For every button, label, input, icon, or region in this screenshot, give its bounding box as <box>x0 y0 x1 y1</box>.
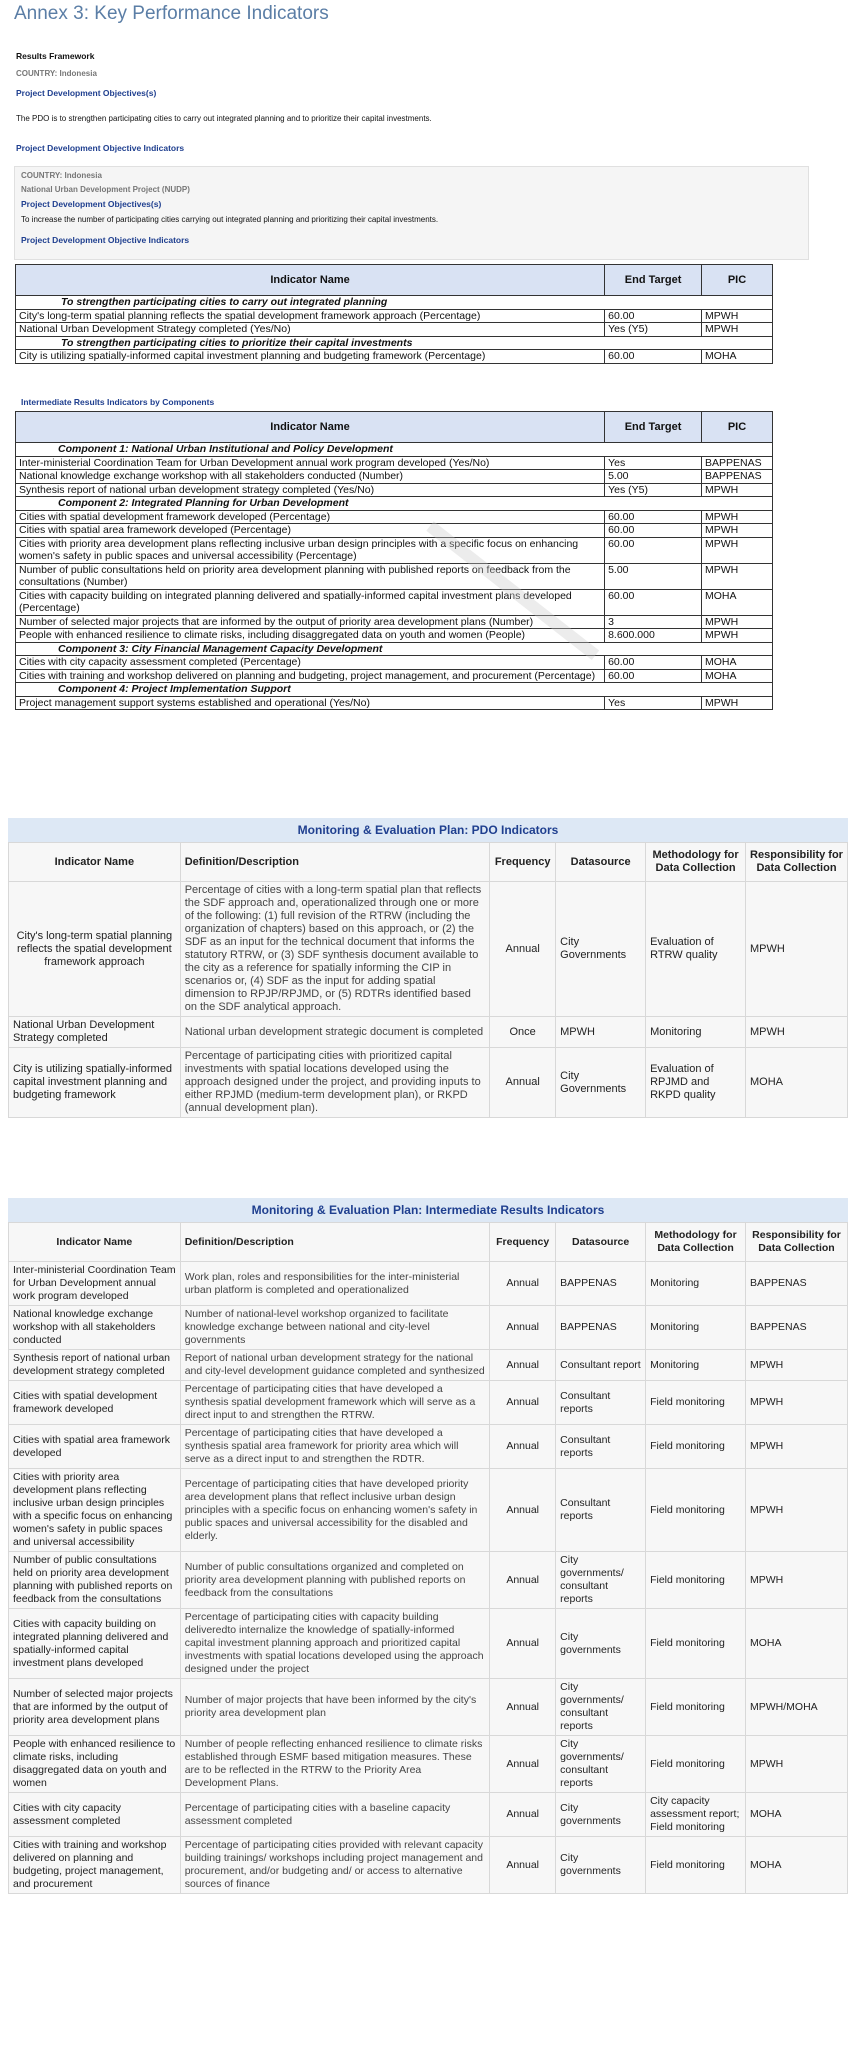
me-definition: Percentage of participating cities that have developed a synthesis spatial area framework for priority area which will serve as a direct input to and strengthen the RDTR. <box>180 1425 489 1469</box>
me-frequency: Annual <box>490 1793 556 1837</box>
me-datasource: Consultant reports <box>556 1469 646 1552</box>
me-responsibility: MOHA <box>746 1837 848 1894</box>
indicator-row <box>16 537 773 563</box>
me-pdo-table <box>8 842 848 1118</box>
me-responsibility: MPWH <box>746 1469 848 1552</box>
results-framework-label: Results Framework <box>16 51 95 61</box>
me-row <box>9 1048 848 1118</box>
me-responsibility: MPWH <box>746 1017 848 1048</box>
me-col-frequency: Frequency <box>490 1223 556 1262</box>
pic: MPWH <box>702 563 773 589</box>
inset-country: COUNTRY: Indonesia <box>21 171 102 180</box>
pic: MPWH <box>702 323 773 337</box>
me-row <box>9 1837 848 1894</box>
me-responsibility: MPWH/MOHA <box>746 1679 848 1736</box>
section-row <box>16 443 773 457</box>
pdo-text: The PDO is to strengthen participating cities to carry out integrated planning and to prioritize their capital investments. <box>16 114 432 123</box>
col-end-target: End Target <box>605 265 702 296</box>
me-methodology: Field monitoring <box>646 1609 746 1679</box>
pic: BAPPENAS <box>702 456 773 470</box>
me-row <box>9 1552 848 1609</box>
me-indicator-name: National Urban Development Strategy completed <box>9 1017 181 1048</box>
me-definition: Number of national-level workshop organized to facilitate knowledge exchange between national and city-level governments <box>180 1306 489 1350</box>
me-row <box>9 1425 848 1469</box>
me-definition: Work plan, roles and responsibilities for the inter-ministerial urban platform is completed and operationalized <box>180 1262 489 1306</box>
me-definition: Number of people reflecting enhanced resilience to climate risks established through ESMF based mitigation measures. These are to be reflected in the RTRW to the Priority Area Development Plans. <box>180 1736 489 1793</box>
me-row <box>9 1262 848 1306</box>
indicator-name: Inter-ministerial Coordination Team for Urban Development annual work program developed (Yes/No) <box>16 456 605 470</box>
indicator-name: Synthesis report of national urban development strategy completed (Yes/No) <box>16 483 605 497</box>
me-col-datasource: Datasource <box>556 1223 646 1262</box>
me-indicator-name: Cities with priority area development plans reflecting inclusive urban design principles with a specific focus on enhancing women's safety in public spaces and universal accessibility <box>9 1469 181 1552</box>
indicator-name: Project management support systems established and operational (Yes/No) <box>16 696 605 710</box>
me-methodology: Field monitoring <box>646 1679 746 1736</box>
pic: MPWH <box>702 696 773 710</box>
me-datasource: BAPPENAS <box>556 1306 646 1350</box>
me-indicator-name: Number of public consultations held on priority area development planning with published reports on feedback from the consultations <box>9 1552 181 1609</box>
me-frequency: Annual <box>490 1425 556 1469</box>
annex-title: Annex 3: Key Performance Indicators <box>14 3 329 24</box>
me-datasource: Consultant reports <box>556 1381 646 1425</box>
me-datasource: MPWH <box>556 1017 646 1048</box>
end-target: Yes (Y5) <box>605 323 702 337</box>
me-indicator-name: Cities with training and workshop delivered on planning and budgeting, project management, and procurement <box>9 1837 181 1894</box>
end-target: 60.00 <box>605 510 702 524</box>
pic: MPWH <box>702 615 773 629</box>
me-col-methodology: Methodology for Data Collection <box>646 843 746 882</box>
me-indicator-name: Number of selected major projects that are informed by the output of priority area development plans <box>9 1679 181 1736</box>
me-indicator-name: City is utilizing spatially-informed capital investment planning and budgeting framework <box>9 1048 181 1118</box>
pic: BAPPENAS <box>702 470 773 484</box>
indicator-row <box>16 309 773 323</box>
me-row <box>9 1306 848 1350</box>
indicator-name: City's long-term spatial planning reflects the spatial development framework approach (Percentage) <box>16 309 605 323</box>
col-pic: PIC <box>702 265 773 296</box>
me-responsibility: MOHA <box>746 1609 848 1679</box>
pdo-heading: Project Development Objectives(s) <box>16 88 157 98</box>
indicator-name: City is utilizing spatially-informed capital investment planning and budgeting framework (Percentage) <box>16 350 605 364</box>
me-methodology: Monitoring <box>646 1017 746 1048</box>
me-responsibility: MPWH <box>746 1350 848 1381</box>
me-frequency: Annual <box>490 1609 556 1679</box>
me-col-definition: Definition/Description <box>180 843 489 882</box>
me-responsibility: MPWH <box>746 1425 848 1469</box>
me-methodology: Evaluation of RPJMD and RKPD quality <box>646 1048 746 1118</box>
me-methodology: City capacity assessment report; Field monitoring <box>646 1793 746 1837</box>
section-row <box>16 642 773 656</box>
me-definition: Percentage of cities with a long-term spatial plan that reflects the SDF approach and, operationalized through one or more of the following: (1) full revision of the RTRW (including the organization of chapters) based on this approach, or (2) the SDF as an input for the technical document that informs the statutory RTRW, or (3) SDF synthesis document available to the city as a reference for spatially informing the CIP in scenarios or, (4) SDF as the input for adding spatial dimension to RPJP/RPJMD, or (5) RDTRs identified based on the SDF analytical approach. <box>180 882 489 1017</box>
col-pic: PIC <box>702 412 773 443</box>
me-row <box>9 1381 848 1425</box>
indicator-row <box>16 470 773 484</box>
me-row <box>9 1469 848 1552</box>
me-definition: Percentage of participating cities that have developed priority area development plans that reflect inclusive urban design principles with a specific focus on enhancing women's safety in public spaces and universal accessibility for the disabled and elderly. <box>180 1469 489 1552</box>
me-responsibility: MPWH <box>746 882 848 1017</box>
me-methodology: Field monitoring <box>646 1736 746 1793</box>
me-row <box>9 1793 848 1837</box>
section-row <box>16 336 773 350</box>
me-col-indicator: Indicator Name <box>9 843 181 882</box>
me-definition: Number of major projects that have been informed by the city's priority area development plan <box>180 1679 489 1736</box>
me-row <box>9 1350 848 1381</box>
col-indicator-name: Indicator Name <box>16 412 605 443</box>
me-methodology: Field monitoring <box>646 1469 746 1552</box>
me-methodology: Field monitoring <box>646 1381 746 1425</box>
indicator-name: Cities with city capacity assessment completed (Percentage) <box>16 656 605 670</box>
me-datasource: Consultant reports <box>556 1425 646 1469</box>
end-target: 60.00 <box>605 524 702 538</box>
indicator-name: Cities with capacity building on integrated planning delivered and spatially-informed capital investment plans developed (Percentage) <box>16 589 605 615</box>
indicator-row <box>16 510 773 524</box>
me-frequency: Annual <box>490 1306 556 1350</box>
indicator-name: National knowledge exchange workshop with all stakeholders conducted (Number) <box>16 470 605 484</box>
me-frequency: Annual <box>490 1679 556 1736</box>
inset-pdo-text: To increase the number of participating cities carrying out integrated planning and prioritizing their capital investments. <box>21 215 439 224</box>
indicator-row <box>16 615 773 629</box>
me-row <box>9 882 848 1017</box>
me-definition: Percentage of participating cities with prioritized capital investments with spatial locations developed using the approach designed under the project, and providing inputs to either RPJMD (medium-term development plan), or RKPD (annual development plan). <box>180 1048 489 1118</box>
me-datasource: City governments <box>556 1793 646 1837</box>
col-end-target: End Target <box>605 412 702 443</box>
end-target: 60.00 <box>605 669 702 683</box>
section-heading: Component 2: Integrated Planning for Urban Development <box>16 497 773 511</box>
me-responsibility: BAPPENAS <box>746 1306 848 1350</box>
me-responsibility: MPWH <box>746 1736 848 1793</box>
me-indicator-name: Cities with spatial development framework developed <box>9 1381 181 1425</box>
me-responsibility: MPWH <box>746 1552 848 1609</box>
pic: MPWH <box>702 629 773 643</box>
section-row <box>16 497 773 511</box>
me-indicator-name: Inter-ministerial Coordination Team for Urban Development annual work program developed <box>9 1262 181 1306</box>
me-datasource: City governments/ consultant reports <box>556 1736 646 1793</box>
end-target: 5.00 <box>605 470 702 484</box>
section-heading: To strengthen participating cities to prioritize their capital investments <box>16 336 773 350</box>
inset-pdo-heading: Project Development Objectives(s) <box>21 199 162 209</box>
pic: MOHA <box>702 589 773 615</box>
indicator-name: Cities with training and workshop delivered on planning and budgeting, project management, and procurement (Percentage) <box>16 669 605 683</box>
me-frequency: Annual <box>490 1736 556 1793</box>
section-heading: Component 3: City Financial Management Capacity Development <box>16 642 773 656</box>
me-ir-title: Monitoring & Evaluation Plan: Intermediate Results Indicators <box>8 1198 848 1222</box>
indicator-name: Number of public consultations held on priority area development planning with published reports on feedback from the consultations (Number) <box>16 563 605 589</box>
me-methodology: Monitoring <box>646 1262 746 1306</box>
me-indicator-name: Cities with capacity building on integrated planning delivered and spatially-informed capital investment plans developed <box>9 1609 181 1679</box>
indicator-row <box>16 524 773 538</box>
end-target: 60.00 <box>605 589 702 615</box>
me-responsibility: MOHA <box>746 1048 848 1118</box>
me-definition: National urban development strategic document is completed <box>180 1017 489 1048</box>
me-col-indicator: Indicator Name <box>9 1223 181 1262</box>
me-row <box>9 1679 848 1736</box>
pdo-indicators-heading: Project Development Objective Indicators <box>16 143 185 153</box>
me-definition: Percentage of participating cities provided with relevant capacity building trainings/ workshops including project management and procurement, and/or budgeting and/ or access to alternative sources of finance <box>180 1837 489 1894</box>
me-methodology: Field monitoring <box>646 1552 746 1609</box>
me-methodology: Evaluation of RTRW quality <box>646 882 746 1017</box>
pic: MPWH <box>702 309 773 323</box>
me-datasource: BAPPENAS <box>556 1262 646 1306</box>
inset-indicators-heading: Project Development Objective Indicators <box>21 235 190 245</box>
me-row <box>9 1017 848 1048</box>
end-target: 8.600.000 <box>605 629 702 643</box>
end-target: 60.00 <box>605 309 702 323</box>
me-col-methodology: Methodology for Data Collection <box>646 1223 746 1262</box>
me-definition: Report of national urban development strategy for the national and city-level development guidance completed and synthesized <box>180 1350 489 1381</box>
end-target: 60.00 <box>605 656 702 670</box>
me-frequency: Annual <box>490 882 556 1017</box>
me-frequency: Annual <box>490 1350 556 1381</box>
indicator-name: Cities with spatial development framework developed (Percentage) <box>16 510 605 524</box>
pic: MOHA <box>702 350 773 364</box>
me-frequency: Annual <box>490 1837 556 1894</box>
section-heading: To strengthen participating cities to carry out integrated planning <box>16 296 773 310</box>
pic: MOHA <box>702 669 773 683</box>
me-row <box>9 1736 848 1793</box>
end-target: 3 <box>605 615 702 629</box>
end-target: 60.00 <box>605 537 702 563</box>
indicator-row <box>16 656 773 670</box>
pdo-indicator-table <box>15 264 773 364</box>
me-methodology: Monitoring <box>646 1306 746 1350</box>
pic: MPWH <box>702 483 773 497</box>
me-frequency: Once <box>490 1017 556 1048</box>
me-datasource: City governments/ consultant reports <box>556 1552 646 1609</box>
me-indicator-name: City's long-term spatial planning reflects the spatial development framework approach <box>9 882 181 1017</box>
me-datasource: City governments <box>556 1609 646 1679</box>
me-methodology: Field monitoring <box>646 1837 746 1894</box>
me-responsibility: MOHA <box>746 1793 848 1837</box>
me-ir-table <box>8 1222 848 1894</box>
indicator-row <box>16 456 773 470</box>
section-heading: Component 4: Project Implementation Support <box>16 683 773 697</box>
me-methodology: Monitoring <box>646 1350 746 1381</box>
me-indicator-name: People with enhanced resilience to climate risks, including disaggregated data on youth and women <box>9 1736 181 1793</box>
end-target: 60.00 <box>605 350 702 364</box>
country-label: COUNTRY: Indonesia <box>16 69 97 78</box>
me-indicator-name: National knowledge exchange workshop with all stakeholders conducted <box>9 1306 181 1350</box>
me-responsibility: BAPPENAS <box>746 1262 848 1306</box>
indicator-row <box>16 323 773 337</box>
me-definition: Percentage of participating cities that have developed a synthesis spatial development framework which will serve as a direct input to and strengthen the RTRW. <box>180 1381 489 1425</box>
inset-panel <box>14 166 809 260</box>
indicator-row <box>16 350 773 364</box>
indicator-row <box>16 696 773 710</box>
indicator-name: National Urban Development Strategy completed (Yes/No) <box>16 323 605 337</box>
me-datasource: City governments <box>556 1837 646 1894</box>
pic: MPWH <box>702 524 773 538</box>
me-col-datasource: Datasource <box>556 843 646 882</box>
section-row <box>16 683 773 697</box>
pic: MPWH <box>702 510 773 524</box>
indicator-row <box>16 669 773 683</box>
me-col-frequency: Frequency <box>490 843 556 882</box>
me-datasource: Consultant report <box>556 1350 646 1381</box>
ir-indicator-table <box>15 411 773 710</box>
me-frequency: Annual <box>490 1469 556 1552</box>
me-pdo-title: Monitoring & Evaluation Plan: PDO Indicators <box>8 818 848 842</box>
pic: MPWH <box>702 537 773 563</box>
section-heading: Component 1: National Urban Institutional and Policy Development <box>16 443 773 457</box>
me-datasource: City Governments <box>556 1048 646 1118</box>
me-frequency: Annual <box>490 1552 556 1609</box>
me-col-responsibility: Responsibility for Data Collection <box>746 843 848 882</box>
me-col-responsibility: Responsibility for Data Collection <box>746 1223 848 1262</box>
indicator-row <box>16 563 773 589</box>
ir-heading: Intermediate Results Indicators by Components <box>21 397 215 407</box>
indicator-row <box>16 589 773 615</box>
me-indicator-name: Cities with spatial area framework developed <box>9 1425 181 1469</box>
indicator-name: Cities with spatial area framework developed (Percentage) <box>16 524 605 538</box>
end-target: Yes (Y5) <box>605 483 702 497</box>
end-target: Yes <box>605 696 702 710</box>
me-methodology: Field monitoring <box>646 1425 746 1469</box>
me-frequency: Annual <box>490 1048 556 1118</box>
me-definition: Percentage of participating cities with capacity building deliveredto internalize the knowledge of spatially-informed capital investment planning approach and prioritized capital investments with spatial locations developed using the approach designed under the project <box>180 1609 489 1679</box>
pic: MOHA <box>702 656 773 670</box>
me-indicator-name: Synthesis report of national urban development strategy completed <box>9 1350 181 1381</box>
end-target: Yes <box>605 456 702 470</box>
me-row <box>9 1609 848 1679</box>
indicator-name: Cities with priority area development plans reflecting inclusive urban design principles with a specific focus on enhancing women's safety in public spaces and universal accessibility (Percentage) <box>16 537 605 563</box>
indicator-row <box>16 629 773 643</box>
indicator-name: Number of selected major projects that are informed by the output of priority area development plans (Number) <box>16 615 605 629</box>
section-row <box>16 296 773 310</box>
me-definition: Number of public consultations organized and completed on priority area development planning with published reports on feedback from the consultations <box>180 1552 489 1609</box>
indicator-row <box>16 483 773 497</box>
me-frequency: Annual <box>490 1262 556 1306</box>
indicator-name: People with enhanced resilience to climate risks, including disaggregated data on youth and women (People) <box>16 629 605 643</box>
end-target: 5.00 <box>605 563 702 589</box>
me-definition: Percentage of participating cities with a baseline capacity assessment completed <box>180 1793 489 1837</box>
inset-project: National Urban Development Project (NUDP) <box>21 185 190 194</box>
me-datasource: City Governments <box>556 882 646 1017</box>
col-indicator-name: Indicator Name <box>16 265 605 296</box>
me-datasource: City governments/ consultant reports <box>556 1679 646 1736</box>
me-indicator-name: Cities with city capacity assessment completed <box>9 1793 181 1837</box>
me-col-definition: Definition/Description <box>180 1223 489 1262</box>
me-responsibility: MPWH <box>746 1381 848 1425</box>
me-frequency: Annual <box>490 1381 556 1425</box>
